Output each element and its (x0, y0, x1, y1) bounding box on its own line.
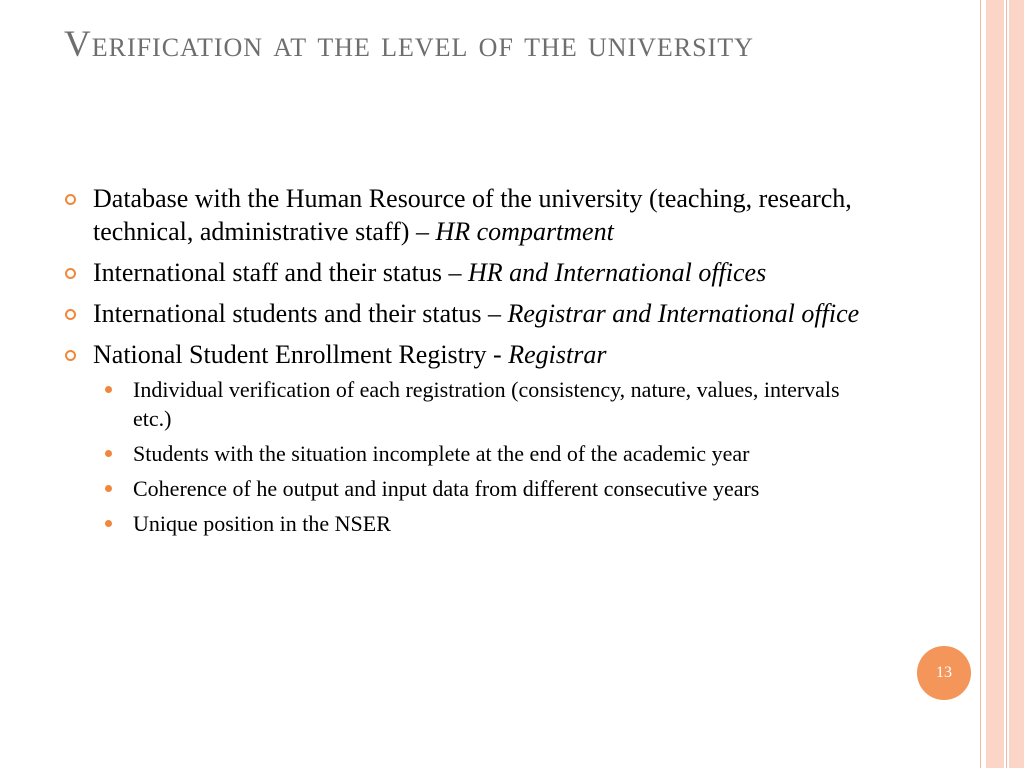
decorative-stripe (980, 0, 981, 768)
sub-bullet-text: Coherence of he output and input data from different consecutive years (133, 476, 760, 501)
sub-bullet-item (105, 375, 882, 433)
sub-bullet-item (105, 439, 882, 468)
bullet-emphasis: HR and International offices (467, 258, 767, 287)
bullet-text: International staff and their status – (93, 258, 468, 287)
bullet-dot-icon (105, 520, 112, 527)
sub-bullet-text: Students with the situation incomplete at the end of the academic year (133, 441, 750, 466)
sub-bullet-text: Unique position in the NSER (133, 511, 391, 536)
bullet-list (62, 182, 882, 538)
bullet-emphasis: HR compartment (435, 217, 614, 246)
decorative-stripe (1006, 0, 1007, 768)
slide-content (62, 182, 882, 546)
bullet-item (62, 256, 882, 289)
bullet-ring-icon (65, 268, 76, 279)
sub-bullet-text: Individual verification of each registration (consistency, nature, values, intervals etc.) (133, 377, 840, 431)
bullet-ring-icon (65, 309, 76, 320)
bullet-dot-icon (105, 485, 112, 492)
sub-bullet-list (105, 375, 882, 538)
slide-title: Verification at the level of the university (64, 24, 754, 65)
bullet-dot-icon (105, 450, 112, 457)
bullet-text: International students and their status – (93, 299, 508, 328)
decorative-stripe (986, 0, 1004, 768)
bullet-text: Database with the Human Resource of the university (teaching, research, technical, administrative staff) – (93, 184, 852, 246)
sub-bullet-item (105, 474, 882, 503)
bullet-item (62, 338, 882, 538)
decorative-stripe (1009, 0, 1024, 768)
bullet-item (62, 182, 882, 248)
sub-bullet-item (105, 509, 882, 538)
bullet-dot-icon (105, 386, 112, 393)
bullet-text: National Student Enrollment Registry - (93, 340, 509, 369)
bullet-ring-icon (65, 194, 76, 205)
bullet-ring-icon (65, 350, 76, 361)
bullet-item (62, 297, 882, 330)
bullet-emphasis: Registrar and International office (507, 299, 860, 328)
bullet-emphasis: Registrar (508, 340, 607, 369)
page-number-badge: 13 (917, 646, 971, 700)
